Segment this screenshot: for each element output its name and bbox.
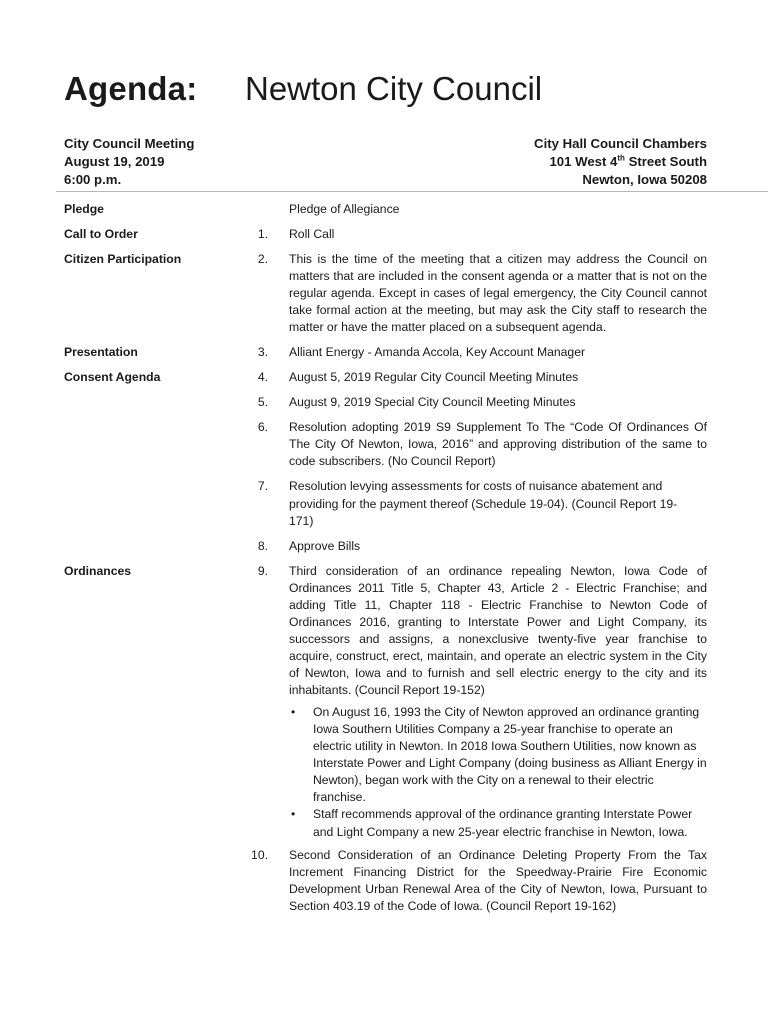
item-number: 1.	[257, 226, 268, 241]
agenda-item-4	[0, 369, 770, 386]
item-number: 10.	[251, 847, 268, 862]
agenda-item-8	[0, 538, 770, 555]
street-number: 101 West 4	[549, 154, 618, 170]
agenda-item-9	[0, 563, 770, 700]
item-number: 7.	[257, 479, 268, 494]
item-9-notes	[289, 704, 707, 841]
item-text: Resolution adopting 2019 S9 Supplement To The “Code Of Ordinances Of The City Of Newton, Iowa, 2016” and approving distribution of the same to code subscribers. (No Council Report)	[289, 420, 707, 469]
section-label: Call to Order	[64, 226, 138, 241]
ordinal-suffix: th	[617, 153, 625, 163]
item-text: August 9, 2019 Special City Council Meeting Minutes	[289, 395, 576, 410]
item-text: Approve Bills	[289, 538, 361, 553]
title-label: Agenda:	[64, 70, 198, 107]
item-text: Second Consideration of an Ordinance Deleting Property From the Tax Increment Financing District for the Speedway-Prairie Fire Economic Development Urban Renewal Area of the City of Newton, Iowa, Pursuant to Section 403.19 of the Code of Iowa. (Council Report 19-162)	[289, 847, 707, 913]
meeting-type: City Council Meeting	[64, 136, 195, 151]
item-number: 8.	[257, 538, 268, 553]
item-number: 4.	[257, 370, 268, 385]
section-label: Consent Agenda	[64, 370, 161, 385]
section-label: Presentation	[64, 345, 138, 360]
item-number: 6.	[257, 420, 268, 435]
street-address	[534, 153, 707, 171]
agenda-item-1	[0, 226, 770, 243]
item-text	[289, 478, 707, 529]
agenda-list	[0, 201, 770, 923]
location-info	[534, 135, 707, 190]
agenda-item-3	[0, 344, 770, 361]
section-label: Ordinances	[64, 563, 132, 578]
item-text: Pledge of Allegiance	[289, 202, 400, 216]
agenda-item-5	[0, 394, 770, 411]
meeting-date: August 19, 2019	[64, 154, 165, 170]
agenda-item-2	[0, 251, 770, 336]
item-number: 3.	[257, 345, 268, 360]
item-number: 9.	[257, 563, 268, 578]
city-state-zip: Newton, Iowa 50208	[582, 172, 707, 188]
item-text-line: Resolution levying assessments for costs of nuisance abatement and	[289, 479, 663, 494]
item-text: This is the time of the meeting that a citizen may address the Council on matters that are included in the consent agenda or a matter that is not on the regular agenda. Except in cases of legal emergency, the City Council cannot take formal action at the meeting, but may ask the City staff to research the matter or have the matter placed on a subsequent agenda.	[289, 251, 707, 335]
item-text-line: 171)	[289, 513, 314, 528]
bullet-icon: •	[291, 807, 296, 822]
section-label: Citizen Participation	[64, 251, 182, 266]
item-text: Third consideration of an ordinance repealing Newton, Iowa Code of Ordinances 2011 Title 5, Chapter 43, Article 2 - Electric Franchise; and adding Title 11, Chapter 118 - Electric Franchise to Newton Code of Ordinances 2016, granting to Interstate Power and Light Company, its successors and assigns, a nonexclusive twenty-five year franchise to acquire, construct, erect, maintain, and operate an electric system in the City of Newton, Iowa and to furnish and sell electric energy to the city and its inhabitants. (Council Report 19-152)	[289, 563, 707, 698]
agenda-item-6	[0, 419, 770, 470]
agenda-item-10	[0, 847, 770, 915]
council-name: Newton City Council	[245, 70, 543, 107]
meeting-time: 6:00 p.m.	[64, 172, 122, 188]
item-text: Alliant Energy - Amanda Accola, Key Account Manager	[289, 345, 586, 360]
bullet-text: Staff recommends approval of the ordinance granting Interstate Power and Light Company a new 25-year electric franchise in Newton, Iowa.	[313, 807, 693, 839]
street-name: Street South	[624, 154, 707, 170]
item-text: Roll Call	[289, 226, 335, 241]
section-label: Pledge	[64, 202, 104, 216]
agenda-item-7	[0, 478, 770, 529]
agenda-item-pledge	[0, 201, 770, 218]
bullet-text: On August 16, 1993 the City of Newton approved an ordinance granting Iowa Southern Utilities Company a 25-year franchise to operate an electric utility in Newton. In 2018 Iowa Southern Utilities, now known as Interstate Power and Light Company (doing business as Alliant Energy in Newton), began work with the City on a renewal to their electric franchise.	[313, 704, 707, 805]
meeting-info	[64, 135, 194, 190]
item-text-line: providing for the payment thereof (Schedule 19-04). (Council Report 19-	[289, 496, 678, 511]
bullet-icon: •	[291, 704, 296, 719]
venue: City Hall Council Chambers	[534, 136, 707, 151]
header-divider	[56, 191, 768, 192]
item-number: 5.	[257, 395, 268, 410]
list-item	[289, 704, 707, 807]
item-text: August 5, 2019 Regular City Council Meeting Minutes	[289, 370, 579, 385]
list-item	[289, 806, 707, 840]
item-number: 2.	[257, 251, 268, 266]
